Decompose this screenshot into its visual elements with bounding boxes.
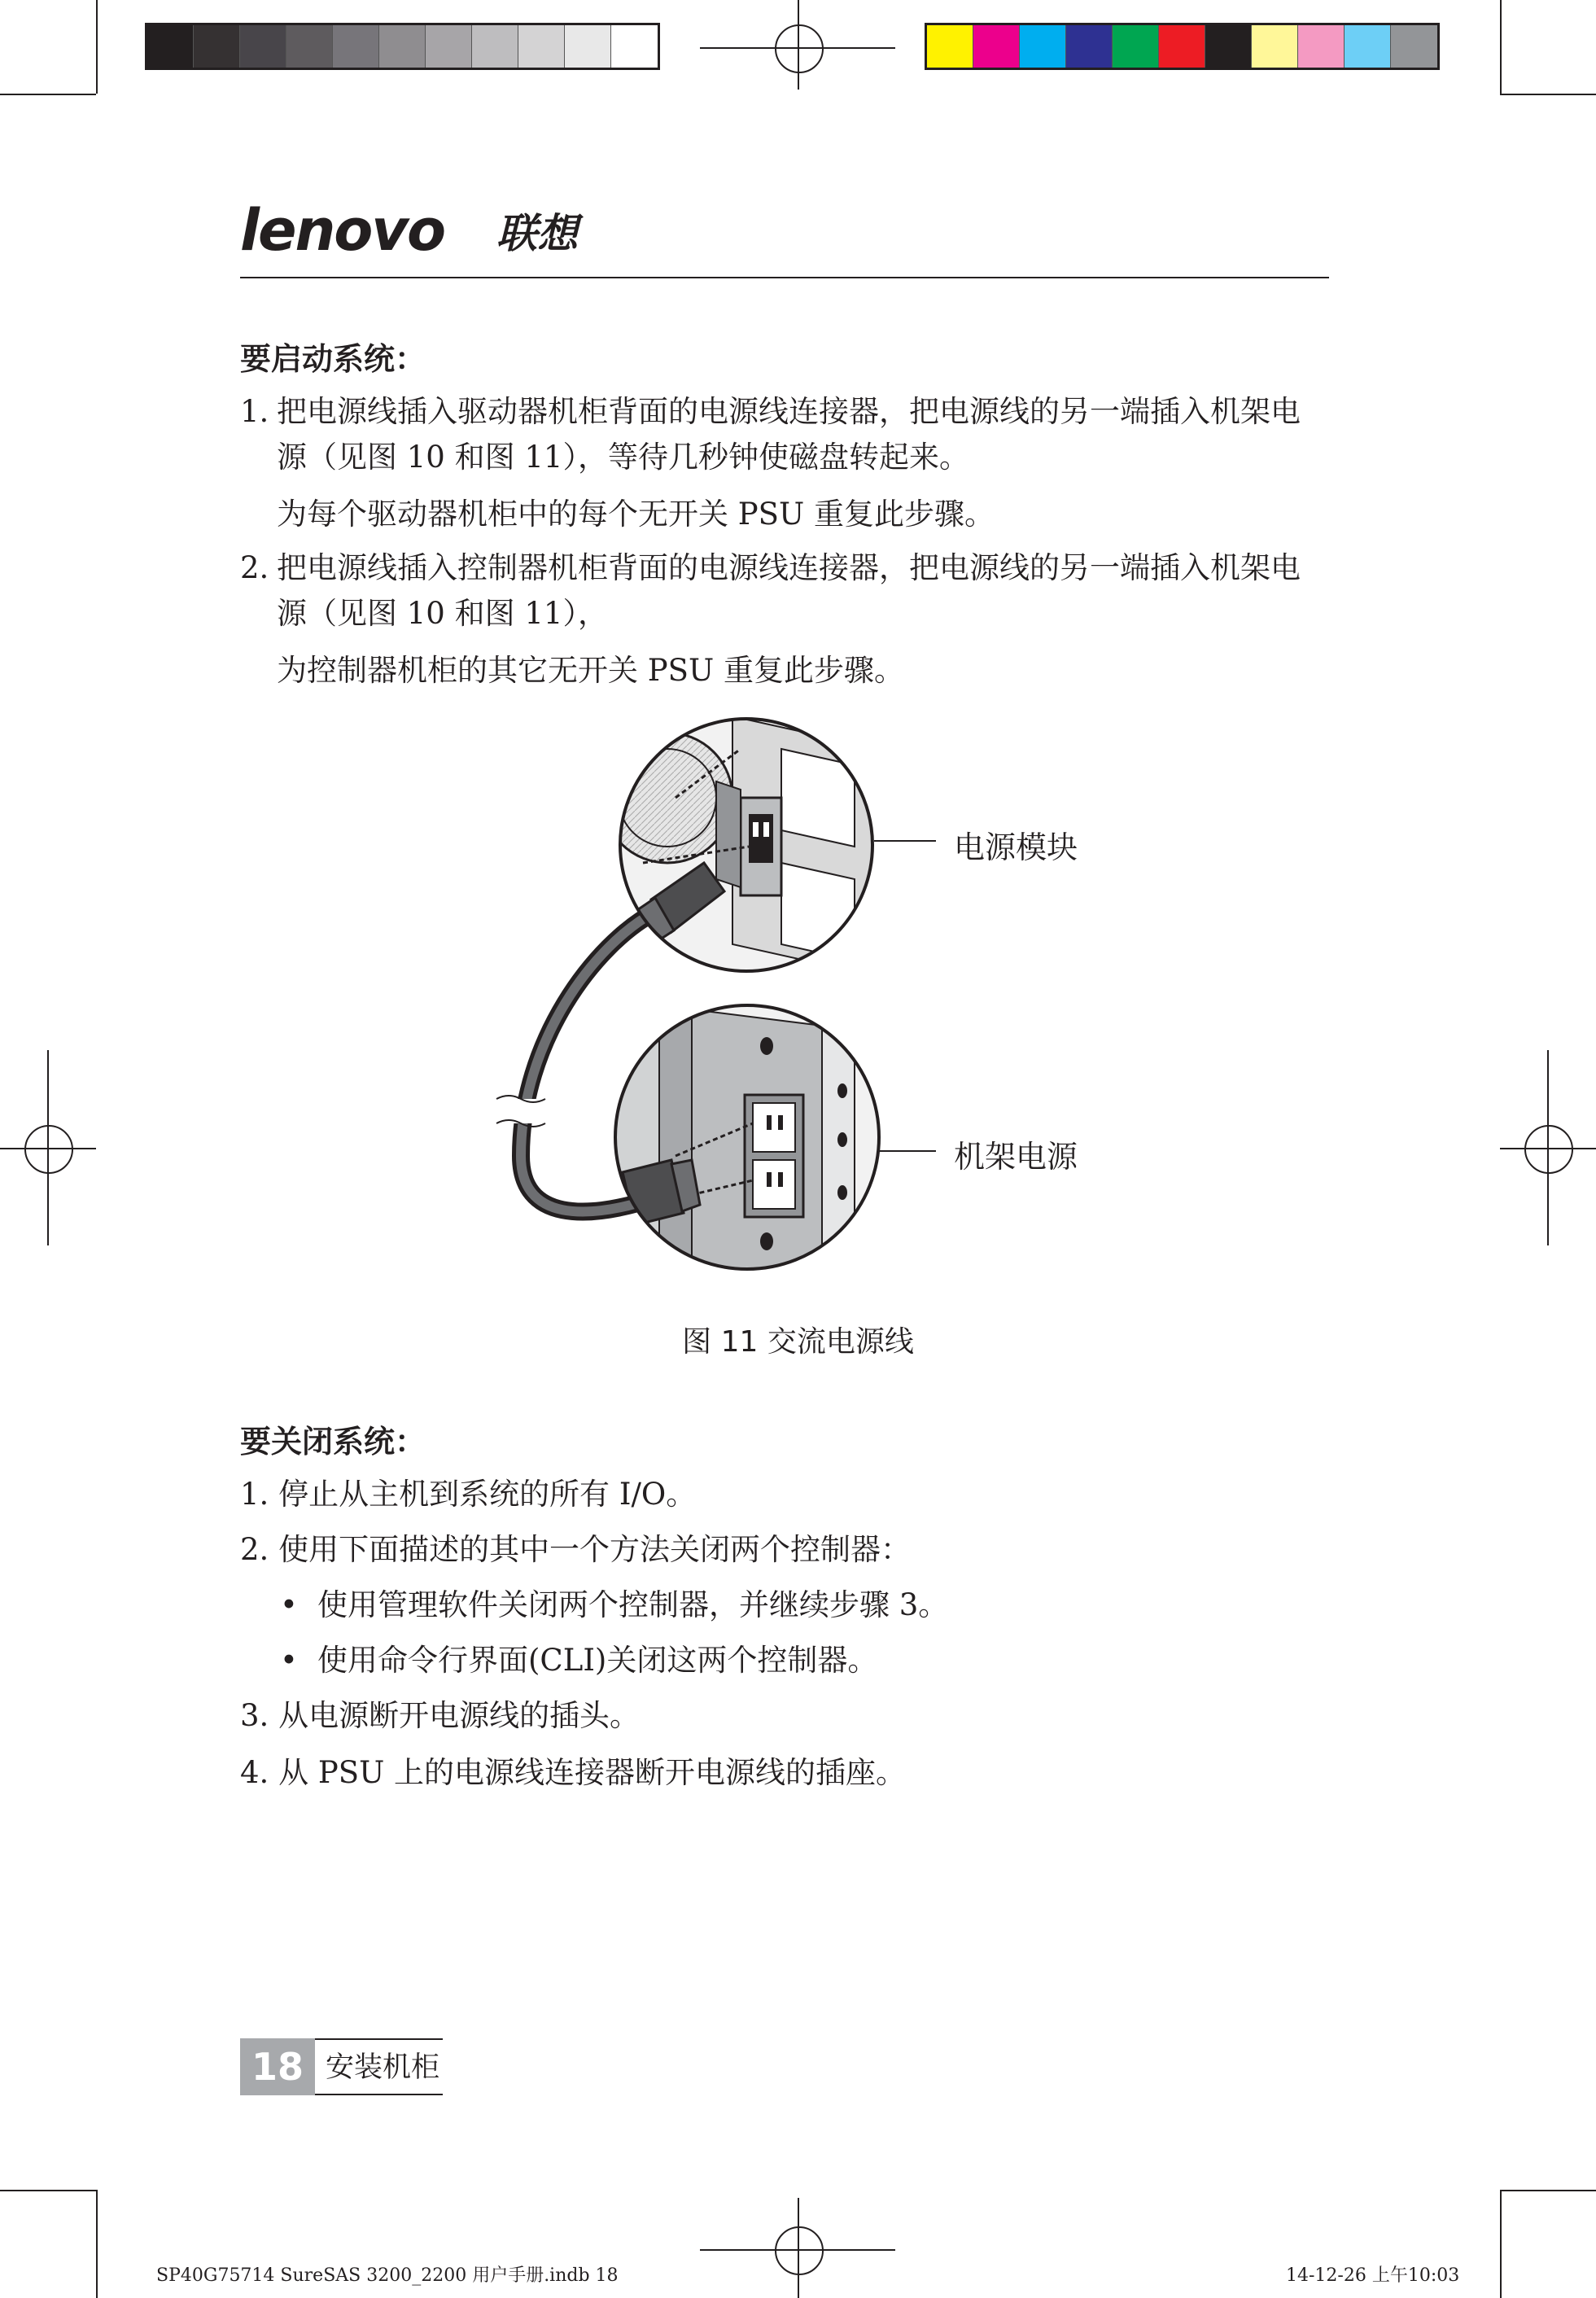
- lenovo-logo: lenovo: [240, 197, 445, 264]
- color-swatch: [1113, 25, 1159, 68]
- gray-swatch: [472, 25, 518, 68]
- shutdown-step1: 1. 停止从主机到系统的所有 I/O。: [240, 1477, 697, 1512]
- gray-swatch: [426, 25, 472, 68]
- startup-step2-line2: 源（见图 10 和图 11），: [277, 596, 608, 631]
- color-swatch: [1205, 25, 1252, 68]
- shutdown-step2: 2. 使用下面描述的其中一个方法关闭两个控制器：: [240, 1532, 912, 1567]
- psu-module-detail: [602, 712, 887, 981]
- grayscale-calibration-bar: [145, 23, 660, 70]
- gray-swatch: [565, 25, 611, 68]
- figure-caption: 图 11 交流电源线: [682, 1325, 914, 1359]
- color-swatch: [927, 25, 973, 68]
- gray-swatch: [147, 25, 194, 68]
- color-swatch: [1159, 25, 1205, 68]
- color-swatch: [1298, 25, 1345, 68]
- section-label: 安装机柜: [326, 2051, 440, 2084]
- startup-step1-line2: 源（见图 10 和图 11），等待几秒钟使磁盘转起来。: [277, 440, 969, 475]
- color-swatch: [973, 25, 1020, 68]
- color-swatch: [1391, 25, 1437, 68]
- header-rule: [240, 277, 1329, 278]
- section-rule-bottom: [315, 2094, 443, 2095]
- startup-heading: 要启动系统：: [240, 341, 426, 377]
- startup-step2-note: 为控制器机柜的其它无开关 PSU 重复此步骤。: [277, 653, 904, 688]
- bullet-mark: •: [280, 1643, 298, 1678]
- shutdown-bullet2: 使用命令行界面(CLI)关闭这两个控制器。: [317, 1643, 878, 1678]
- section-rule-top: [315, 2038, 443, 2040]
- startup-step1-note: 为每个驱动器机柜中的每个无开关 PSU 重复此步骤。: [277, 497, 995, 532]
- lenovo-logo-cn: 联想: [496, 210, 578, 257]
- color-calibration-bar: [925, 23, 1440, 70]
- startup-step1-line1: 把电源线插入驱动器机柜背面的电源线连接器，把电源线的另一端插入机架电: [277, 394, 1301, 429]
- color-swatch: [1345, 25, 1391, 68]
- gray-swatch: [194, 25, 240, 68]
- psu-module-label: 电源模块: [954, 829, 1078, 865]
- shutdown-bullet1: 使用管理软件关闭两个控制器，并继续步骤 3。: [317, 1587, 949, 1622]
- startup-step2-number: 2.: [240, 550, 269, 585]
- startup-step2-line1: 把电源线插入控制器机柜背面的电源线连接器，把电源线的另一端插入机架电: [277, 550, 1301, 585]
- startup-step1-number: 1.: [240, 394, 269, 429]
- shutdown-step3: 3. 从电源断开电源线的插头。: [240, 1698, 641, 1733]
- gray-swatch: [611, 25, 658, 68]
- bullet-mark: •: [280, 1587, 298, 1622]
- gray-swatch: [333, 25, 379, 68]
- gray-swatch: [518, 25, 565, 68]
- gray-swatch: [240, 25, 286, 68]
- ac-power-cord-figure: [472, 700, 1123, 1302]
- color-swatch: [1020, 25, 1066, 68]
- print-slug-right: 14-12-26 上午10:03: [1286, 2265, 1460, 2286]
- print-slug-left: SP40G75714 SureSAS 3200_2200 用户手册.indb 18: [156, 2265, 619, 2286]
- color-swatch: [1066, 25, 1113, 68]
- shutdown-heading: 要关闭系统：: [240, 1424, 426, 1460]
- gray-swatch: [286, 25, 333, 68]
- rack-power-label: 机架电源: [954, 1139, 1078, 1175]
- shutdown-step4: 4. 从 PSU 上的电源线连接器断开电源线的插座。: [240, 1755, 907, 1790]
- color-swatch: [1252, 25, 1298, 68]
- gray-swatch: [379, 25, 426, 68]
- page-number: 18: [240, 2038, 315, 2095]
